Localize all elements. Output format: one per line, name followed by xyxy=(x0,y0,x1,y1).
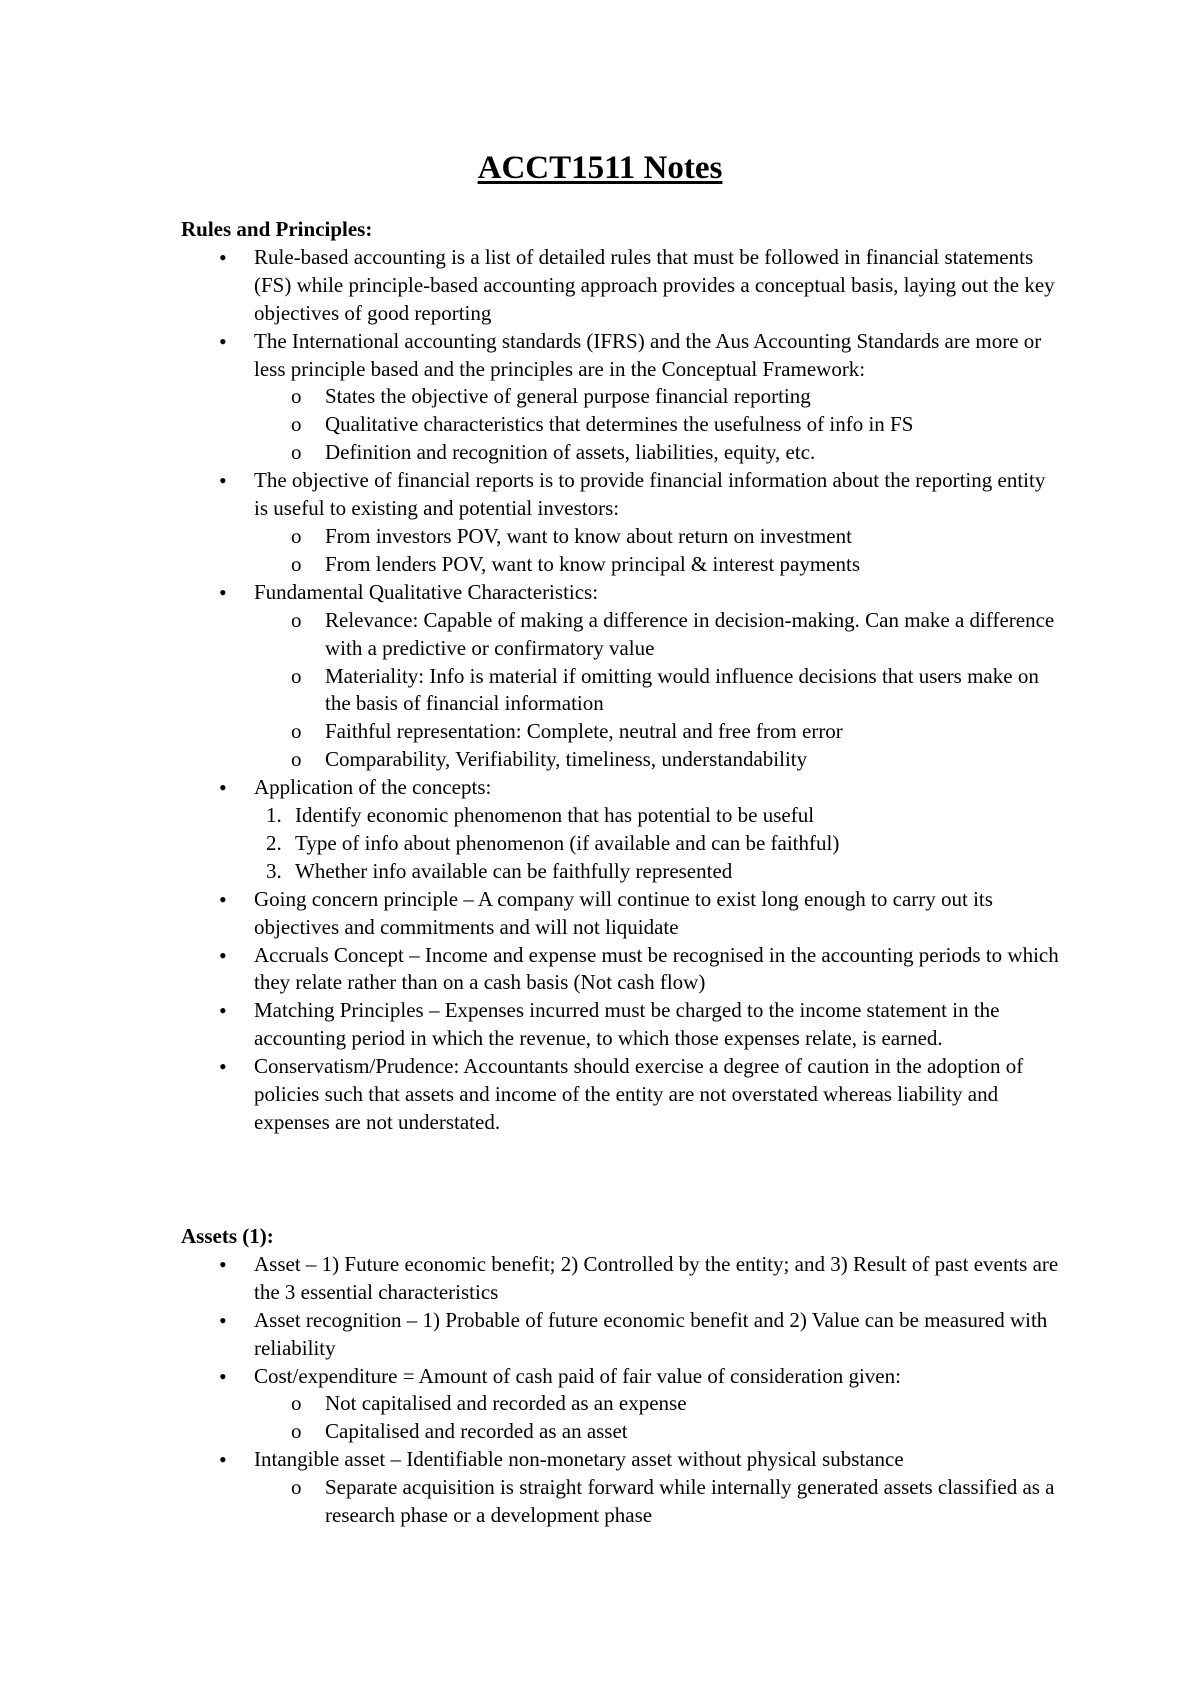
bullet-item: • Intangible asset – Identifiable non-monetary asset without physical substance xyxy=(181,1446,1061,1474)
sub-bullet-item: o Faithful representation: Complete, neutral and free from error xyxy=(181,718,1061,746)
bullet-item: • Going concern principle – A company will continue to exist long enough to carry out its objectives and commitments and will not liquidate xyxy=(181,886,1061,942)
bullet-item: • Cost/expenditure = Amount of cash paid of fair value of consideration given: xyxy=(181,1363,1061,1391)
item-number: 3. xyxy=(266,858,282,883)
section-assets xyxy=(181,1223,1061,1530)
section-heading: Assets (1): xyxy=(181,1224,274,1248)
page-title: ACCT1511 Notes xyxy=(477,150,723,186)
numbered-item xyxy=(181,802,1061,830)
sub-bullet-item: o Capitalised and recorded as an asset xyxy=(181,1418,1061,1446)
bullet-item: • Application of the concepts: xyxy=(181,774,1061,802)
item-text: Whether info available can be faithfully represented xyxy=(295,858,733,883)
bullet-item: • Matching Principles – Expenses incurred must be charged to the income statement in the accounting period in which the revenue, to which those expenses relate, is earned. xyxy=(181,997,1061,1053)
section-rules-and-principles xyxy=(181,216,1061,1137)
bullet-item: • The International accounting standards (IFRS) and the Aus Accounting Standards are more or less principle based and the principles are in the Conceptual Framework: xyxy=(181,328,1061,384)
item-text: Type of info about phenomenon (if available and can be faithful) xyxy=(295,830,840,855)
sub-bullet-item: o Separate acquisition is straight forward while internally generated assets classified as a research phase or a development phase xyxy=(181,1474,1061,1530)
bullet-item: • The objective of financial reports is to provide financial information about the reporting entity is useful to existing and potential investors: xyxy=(181,467,1061,523)
bullet-item: • Asset recognition – 1) Probable of future economic benefit and 2) Value can be measured with reliability xyxy=(181,1307,1061,1363)
sub-bullet-item: o States the objective of general purpose financial reporting xyxy=(181,383,1061,411)
sub-bullet-item: o Not capitalised and recorded as an expense xyxy=(181,1390,1061,1418)
section-heading: Rules and Principles: xyxy=(181,217,373,241)
sub-bullet-item: o Relevance: Capable of making a difference in decision-making. Can make a difference with a predictive or confirmatory value xyxy=(181,607,1061,663)
sub-bullet-item: o Materiality: Info is material if omitting would influence decisions that users make on the basis of financial information xyxy=(181,663,1061,719)
numbered-item xyxy=(181,830,1061,858)
sub-bullet-item: o From investors POV, want to know about return on investment xyxy=(181,523,1061,551)
item-number: 2. xyxy=(266,830,282,855)
numbered-item xyxy=(181,858,1061,886)
item-number: 1. xyxy=(266,803,282,828)
bullet-item: • Asset – 1) Future economic benefit; 2) Controlled by the entity; and 3) Result of past events are the 3 essential characteristics xyxy=(181,1251,1061,1307)
bullet-item: • Conservatism/Prudence: Accountants should exercise a degree of caution in the adoption of policies such that assets and income of the entity are not overstated whereas liability and expenses are not understated. xyxy=(181,1053,1061,1137)
sub-bullet-item: o Definition and recognition of assets, liabilities, equity, etc. xyxy=(181,439,1061,467)
sub-bullet-item: o Qualitative characteristics that determines the usefulness of info in FS xyxy=(181,411,1061,439)
bullet-item: • Accruals Concept – Income and expense must be recognised in the accounting periods to which they relate rather than on a cash basis (Not cash flow) xyxy=(181,942,1061,998)
sub-bullet-item: o From lenders POV, want to know principal & interest payments xyxy=(181,551,1061,579)
bullet-item: • Fundamental Qualitative Characteristics: xyxy=(181,579,1061,607)
sub-bullet-item: o Comparability, Verifiability, timeliness, understandability xyxy=(181,746,1061,774)
bullet-item: • Rule-based accounting is a list of detailed rules that must be followed in financial statements (FS) while principle-based accounting approach provides a conceptual basis, laying out the key objectives of good reporting xyxy=(181,244,1061,328)
item-text: Identify economic phenomenon that has potential to be useful xyxy=(295,803,815,828)
